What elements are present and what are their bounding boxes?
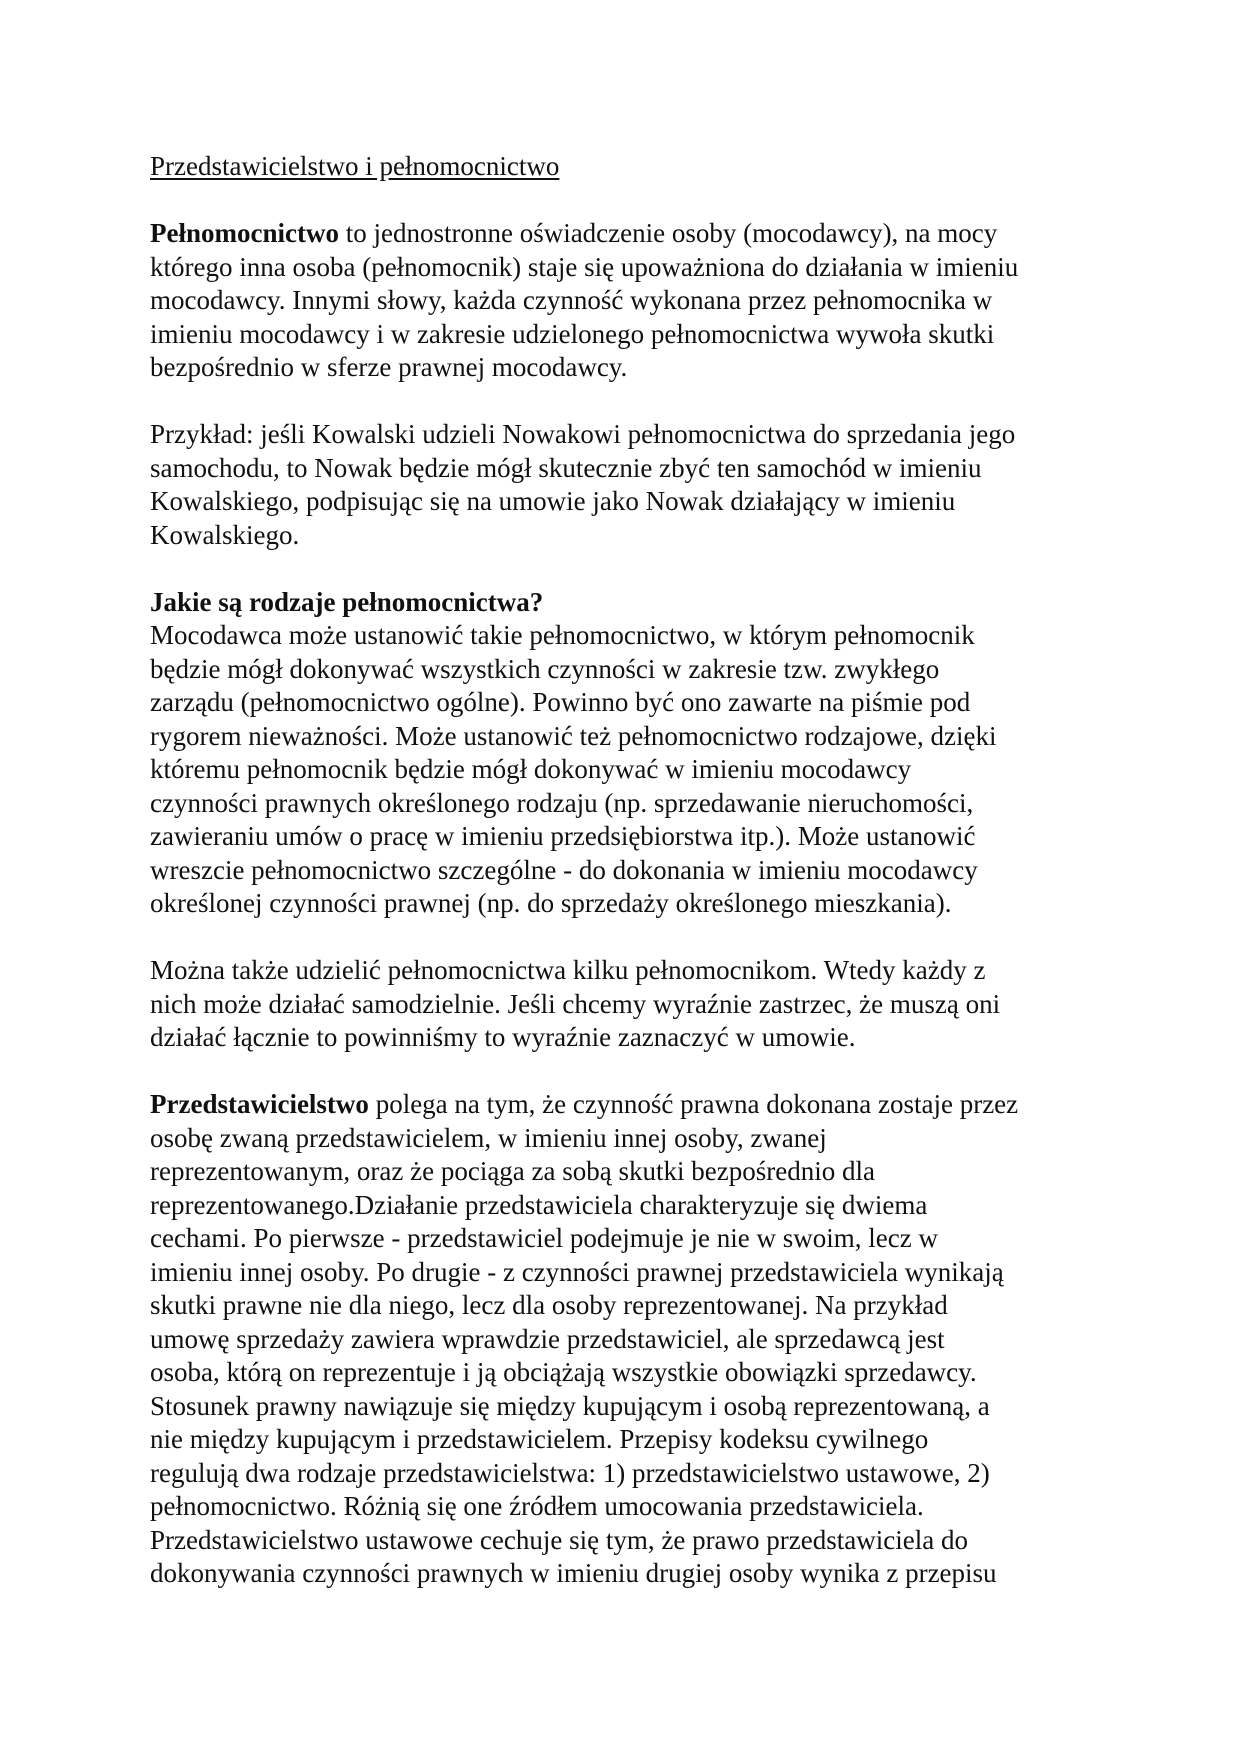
text-line: pełnomocnictwo. Różnią się one źródłem umocowania przedstawiciela. [150, 1491, 924, 1521]
text-line: Stosunek prawny nawiązuje się między kupującym i osobą reprezentowaną, a [150, 1390, 990, 1421]
text-line: zawieraniu umów o pracę w imieniu przedsiębiorstwa itp.). Może ustanowić [150, 821, 976, 851]
text-line: Mocodawca może ustanowić takie pełnomocnictwo, w którym pełnomocnik [150, 620, 975, 650]
text-span: do dokonania w imieniu mocodawcy [578, 854, 978, 885]
paragraph-multiple-agents [150, 954, 1095, 1055]
text-line: będzie mógł dokonywać wszystkich czynności w zakresie tzw. zwykłego [150, 653, 940, 684]
text-line: czynności prawnych określonego rodzaju (np. sprzedawanie nieruchomości, [150, 787, 974, 818]
text-line: nich może działać samodzielnie. Jeśli chcemy wyraźnie zastrzec, że muszą oni [150, 988, 1001, 1019]
text-line: osobę zwaną przedstawicielem, w imieniu innej osoby, zwanej [150, 1122, 827, 1153]
text-span: wreszcie pełnomocnictwo szczególne - [150, 854, 579, 885]
text-line: rygorem nieważności. Może ustanowić też pełnomocnictwo rodzajowe, dzięki [150, 720, 997, 751]
text-line: regulują dwa rodzaje przedstawicielstwa: 1) przedstawicielstwo ustawowe, 2) [150, 1457, 990, 1488]
text-line: któremu pełnomocnik będzie mógł dokonywać w imieniu mocodawcy [150, 754, 912, 784]
text-line [150, 854, 1095, 888]
text-line: Przykład: jeśli Kowalski udzieli Nowakowi pełnomocnictwa do sprzedania jego [150, 419, 1016, 449]
text-line: Kowalskiego, podpisując się na umowie jako Nowak działający w imieniu [150, 486, 956, 516]
text-line: dokonywania czynności prawnych w imieniu drugiej osoby wynika z przepisu [150, 1558, 997, 1588]
term-przedstawicielstwo: Przedstawicielstwo [150, 1089, 369, 1119]
paragraph-definition-pelnomocnictwo [150, 217, 1095, 385]
text-line: osoba, którą on reprezentuje i ją obciążają wszystkie obowiązki sprzedawcy. [150, 1357, 977, 1387]
text-line: Można także udzielić pełnomocnictwa kilku pełnomocnikom. Wtedy każdy z [150, 955, 986, 985]
text-line: cechami. Po pierwsze - przedstawiciel podejmuje je nie w swoim, lecz w [150, 1223, 938, 1253]
text-line: samochodu, to Nowak będzie mógł skutecznie zbyć ten samochód w imieniu [150, 452, 982, 483]
text-line: skutki prawne nie dla niego, lecz dla osoby reprezentowanej. Na przykład [150, 1290, 948, 1320]
text-line: reprezentowanego.Działanie przedstawiciela charakteryzuje się dwiema [150, 1189, 928, 1220]
paragraph-types [150, 619, 1095, 921]
text-line [150, 1088, 1095, 1122]
document-page [150, 150, 1095, 1591]
text-line [150, 217, 1095, 251]
document-title: Przedstawicielstwo i pełnomocnictwo [150, 151, 560, 181]
text-line: umowę sprzedaży zawiera wprawdzie przedstawiciel, ale sprzedawcą jest [150, 1323, 945, 1354]
text-line: działać łącznie to powinniśmy to wyraźnie zaznaczyć w umowie. [150, 1022, 856, 1052]
text-line: Kowalskiego. [150, 519, 300, 550]
text-line: określonej czynności prawnej (np. do sprzedaży określonego mieszkania). [150, 888, 952, 918]
text-line: mocodawcy. Innymi słowy, każda czynność wykonana przez pełnomocnika w [150, 285, 993, 315]
text-span: to jednostronne oświadczenie osoby (mocodawcy), na mocy [338, 218, 998, 248]
text-line: którego inna osoba (pełnomocnik) staje się upoważniona do działania w imieniu [150, 251, 1019, 282]
text-line: zarządu (pełnomocnictwo ogólne). Powinno być ono zawarte na piśmie pod [150, 687, 971, 717]
text-line: nie między kupującym i przedstawicielem. Przepisy kodeksu cywilnego [150, 1424, 929, 1454]
paragraph-definition-przedstawicielstwo [150, 1088, 1095, 1591]
text-line: bezpośrednio w sferze prawnej mocodawcy. [150, 352, 628, 382]
text-line: reprezentowanym, oraz że pociąga za sobą skutki bezpośrednio dla [150, 1156, 875, 1186]
section-heading: Jakie są rodzaje pełnomocnictwa? [150, 586, 544, 617]
text-line: imieniu innej osoby. Po drugie - z czynności prawnej przedstawiciela wynikają [150, 1256, 1004, 1287]
text-line: Przedstawicielstwo ustawowe cechuje się tym, że prawo przedstawiciela do [150, 1524, 968, 1555]
text-line: imieniu mocodawcy i w zakresie udzielonego pełnomocnictwa wywoła skutki [150, 318, 995, 349]
paragraph-example [150, 418, 1095, 552]
term-pelnomocnictwo: Pełnomocnictwo [150, 218, 339, 248]
text-span: polega na tym, że czynność prawna dokonana zostaje przez [368, 1089, 1019, 1119]
